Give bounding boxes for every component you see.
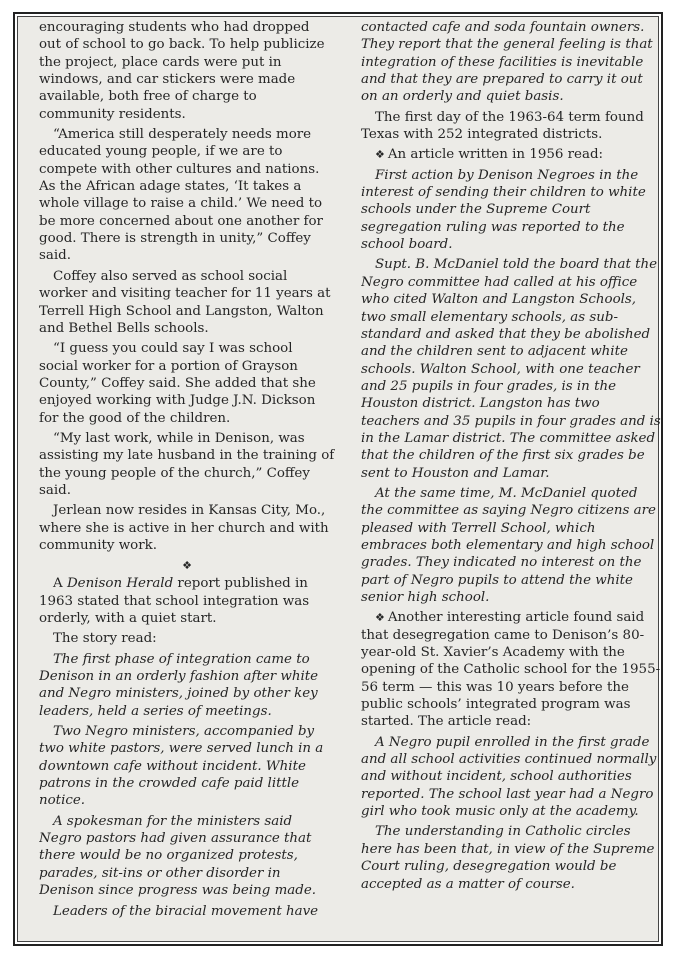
- paragraph: [361, 609, 662, 730]
- paragraph: [39, 575, 335, 627]
- paragraph: Jerlean now resides in Kansas City, Mo., where she is active in her church and with community work.: [39, 503, 329, 553]
- paragraph: encouraging students who had dropped out of school to go back. To help publicize the project, place cards were put in windows, and car stickers were made available, both free of charge to community residents.: [39, 20, 325, 122]
- quoted-paragraph: A spokesman for the ministers said Negro pastors had given assurance that there would be no organized protests, parades, sit-ins or other disorder in Denison since progress was being made.: [39, 813, 317, 899]
- quoted-paragraph: Leaders of the biracial movement have: [53, 903, 319, 919]
- quoted-paragraph: A Negro pupil enrolled in the first grade and all school activities continued normally and without incident, school authorities reported. The school last year had a Negro girl who took music only at the academy.: [361, 734, 657, 820]
- paragraph: “America still desperately needs more educated young people, if we are to compete with other cultures and nations. As the African adage states, ‘It takes a whole village to raise a child.’ We need to be more concerned about one another for good. There is strength in unity,” Coffey said.: [39, 127, 323, 264]
- paragraph: [361, 146, 662, 163]
- paragraph-text: An article written in 1956 read:: [387, 147, 604, 163]
- newspaper-name: Denison Herald: [66, 576, 174, 592]
- quoted-paragraph: contacted cafe and soda fountain owners. They report that the general feeling is that integration of these facilities is inevitable and that they are prepared to carry it out on an orderly and quiet basis.: [361, 20, 653, 105]
- paragraph: Coffey also served as school social worker and visiting teacher for 11 years at Terrell High School and Langston, Walton and Bethel Bells schools.: [39, 268, 331, 336]
- bullet-icon: ❖: [375, 611, 385, 625]
- paragraph: “I guess you could say I was school social worker for a portion of Grayson County,” Coffey said. She added that she enjoyed working with Judge J.N. Dickson for the good of the children.: [39, 341, 316, 426]
- quoted-paragraph: Two Negro ministers, accompanied by two white pastors, were served lunch in a downtown cafe without incident. White patrons in the crowded cafe paid little notice.: [39, 724, 324, 809]
- quoted-paragraph: Supt. B. McDaniel told the board that the Negro committee had called at his office who cited Walton and Langston Schools, two small elementary schools, as sub-standard and asked that they be abolished and the children sent to adjacent white schools. Walton School, with one teacher and 25 pupils in four grades, is in the Houston district. Langston has two teachers and 35 pupils in four grades and is in the Lamar district. The committee asked that the children of the first six grades be sent to Houston and Lamar.: [361, 257, 661, 481]
- quoted-paragraph: At the same time, M. McDaniel quoted the committee as saying Negro citizens are pleased with Terrell School, which embraces both elementary and high school grades. They indicated no interest on the part of Negro pupils to attend the white senior high school.: [361, 485, 656, 605]
- paragraph-text: report published in 1963 stated that school integration was orderly, with a quiet start.: [39, 576, 310, 626]
- bullet-icon: ❖: [375, 148, 385, 162]
- paragraph: The story read:: [53, 631, 157, 647]
- quoted-paragraph: The understanding in Catholic circles here has been that, in view of the Supreme Court ruling, desegregation would be accepted as a matter of course.: [361, 824, 655, 892]
- section-separator-icon: ❖: [182, 559, 192, 573]
- paragraph: The first day of the 1963-64 term found Texas with 252 integrated districts.: [361, 109, 644, 143]
- paragraph-text: A: [53, 576, 67, 592]
- article-column-left: [39, 18, 335, 932]
- paragraph: “My last work, while in Denison, was assisting my late husband in the training of the young people of the church,” Coffey said.: [39, 430, 335, 498]
- quoted-paragraph: First action by Denison Negroes in the interest of sending their children to white schools under the Supreme Court segregation ruling was reported to the school board.: [361, 167, 646, 253]
- quoted-paragraph: The first phase of integration came to Denison in an orderly fashion after white and Negro ministers, joined by other key leaders, held a series of meetings.: [39, 651, 319, 719]
- paragraph-text: Another interesting article found said that desegregation came to Denison’s 80-year-old St. Xavier’s Academy with the opening of the Catholic school for the 1955-56 term — this was 10 years before the public schools’ integrated program was started. The article read:: [361, 610, 661, 730]
- article-column-right: [361, 18, 662, 932]
